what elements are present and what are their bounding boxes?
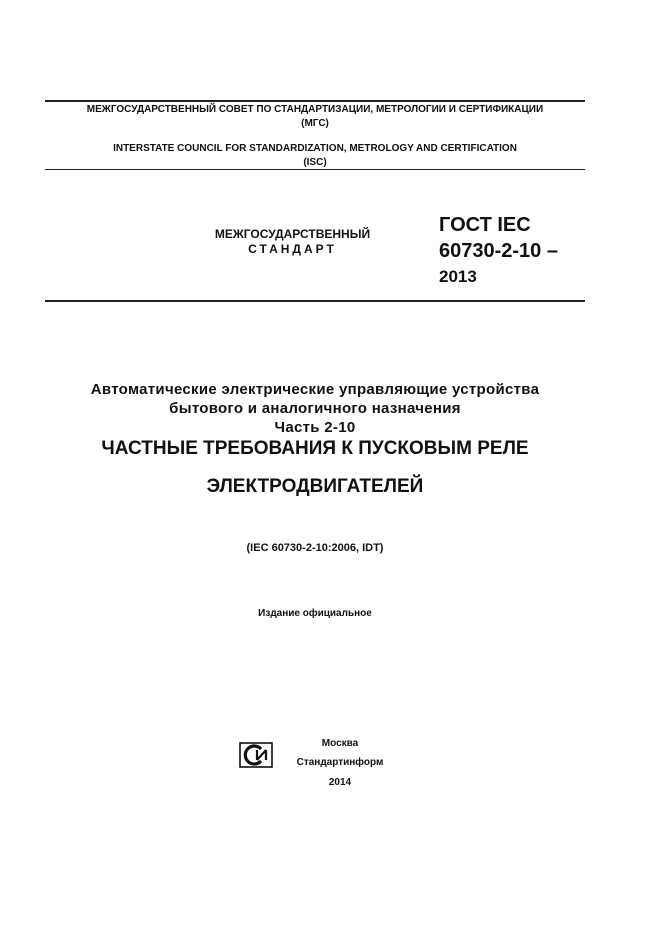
title-line4: ЧАСТНЫЕ ТРЕБОВАНИЯ К ПУСКОВЫМ РЕЛЕ	[101, 438, 529, 459]
standard-type	[190, 227, 395, 257]
edition-label: Издание официальное	[258, 608, 372, 619]
publisher-city: Москва	[321, 738, 359, 749]
header-rule	[45, 300, 585, 302]
standard-type-line2: СТАНДАРТ	[248, 242, 337, 256]
council-ru-abbr: (МГС)	[301, 118, 329, 129]
gost-line1: ГОСТ IEC	[439, 214, 531, 236]
council-ru-line: МЕЖГОСУДАРСТВЕННЫЙ СОВЕТ ПО СТАНДАРТИЗАЦИИ, МЕТРОЛОГИИ И СЕРТИФИКАЦИИ	[86, 104, 544, 115]
gost-designation	[439, 212, 558, 290]
title-line5: ЭЛЕКТРОДВИГАТЕЛЕЙ	[206, 476, 424, 497]
title-part: Часть 2-10	[274, 419, 356, 436]
publisher-name: Стандартинформ	[296, 757, 384, 768]
top-rule	[45, 100, 585, 102]
publisher-year: 2014	[328, 777, 352, 788]
council-rule	[45, 169, 585, 170]
gost-line2: 60730-2-10 –	[439, 240, 558, 262]
title-line2: бытового и аналогичного назначения	[169, 400, 461, 417]
gost-year: 2013	[439, 267, 477, 286]
iec-reference: (IEC 60730-2-10:2006, IDT)	[246, 542, 384, 554]
title-line1: Автоматические электрические управляющие устройства	[90, 381, 540, 398]
standard-type-line1: МЕЖГОСУДАРСТВЕННЫЙ	[214, 227, 371, 241]
document-title	[30, 380, 600, 499]
council-en-line: INTERSTATE COUNCIL FOR STANDARDIZATION, METROLOGY AND CERTIFICATION	[113, 143, 517, 154]
council-en-abbr: (ISC)	[303, 157, 327, 168]
